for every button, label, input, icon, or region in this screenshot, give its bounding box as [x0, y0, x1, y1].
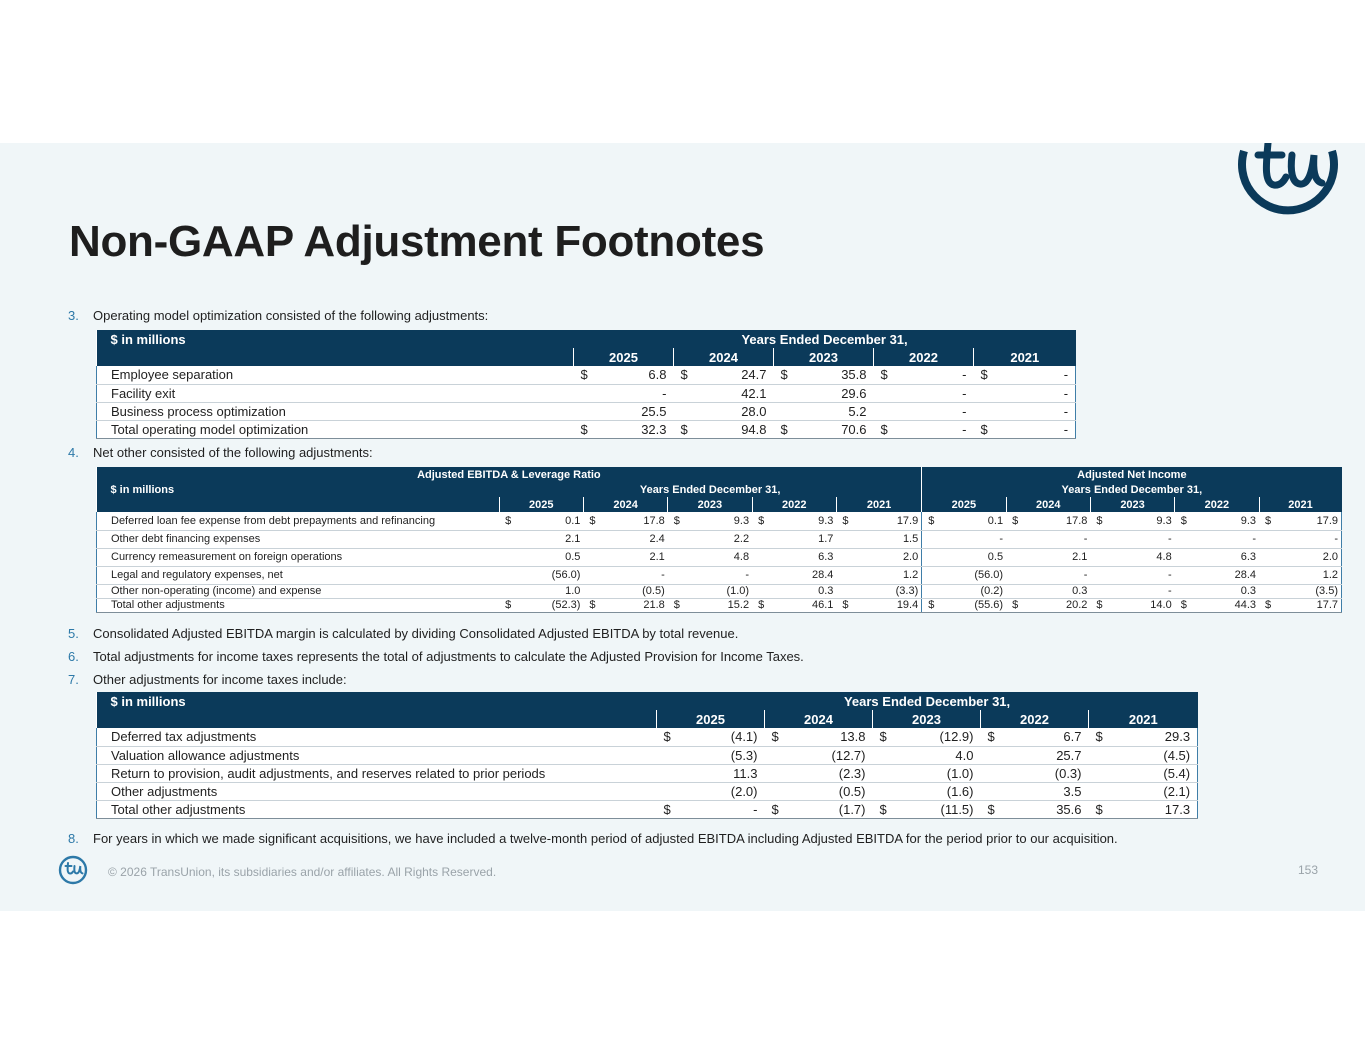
cell-value: 4.8 — [1111, 548, 1174, 566]
cell-value: 24.7 — [696, 366, 774, 384]
currency-symbol — [674, 384, 696, 402]
currency-symbol: $ — [1090, 598, 1111, 612]
currency-symbol: $ — [574, 420, 596, 438]
year-header: 2022 — [874, 348, 974, 366]
table-row — [97, 764, 1198, 782]
cell-value: 14.0 — [1111, 598, 1174, 612]
cell-value: 21.8 — [605, 598, 668, 612]
currency-symbol: $ — [874, 420, 896, 438]
currency-symbol — [922, 548, 943, 566]
currency-symbol — [873, 782, 895, 800]
currency-symbol: $ — [1006, 512, 1027, 530]
currency-symbol — [874, 402, 896, 420]
cell-value: 29.3 — [1111, 728, 1198, 746]
year-header: 2023 — [774, 348, 874, 366]
currency-symbol: $ — [668, 598, 689, 612]
currency-symbol — [1090, 530, 1111, 548]
row-label: Deferred loan fee expense from debt prepayments and refinancing — [97, 512, 500, 530]
currency-symbol — [1259, 566, 1280, 584]
cell-value: 42.1 — [696, 384, 774, 402]
currency-symbol: $ — [873, 728, 895, 746]
year-header: 2023 — [1090, 497, 1174, 512]
transunion-logo-icon — [1236, 143, 1340, 217]
year-header: 2021 — [974, 348, 1076, 366]
cell-value: - — [896, 366, 974, 384]
cell-value: - — [596, 384, 674, 402]
footnote-text: Other adjustments for income taxes include: — [93, 672, 347, 687]
cell-value: 70.6 — [796, 420, 874, 438]
copyright-text: © 2026 TransUnion, its subsidiaries and/or affiliates. All Rights Reserved. — [108, 865, 497, 879]
period-label: Years Ended December 31, — [657, 692, 1198, 710]
currency-symbol — [583, 530, 604, 548]
cell-value: (2.3) — [787, 764, 873, 782]
currency-symbol — [1259, 548, 1280, 566]
cell-value: 44.3 — [1196, 598, 1259, 612]
table-row — [97, 782, 1198, 800]
year-header: 2025 — [922, 497, 1006, 512]
currency-symbol — [836, 584, 857, 598]
currency-symbol: $ — [499, 598, 520, 612]
period-label: Years Ended December 31, — [499, 482, 922, 497]
currency-symbol: $ — [583, 598, 604, 612]
table-row — [97, 728, 1198, 746]
year-header: 2025 — [499, 497, 583, 512]
currency-symbol — [1259, 530, 1280, 548]
currency-symbol: $ — [1175, 598, 1196, 612]
currency-symbol — [1006, 584, 1027, 598]
currency-symbol — [765, 764, 787, 782]
cell-value: (4.5) — [1111, 746, 1198, 764]
year-header: 2023 — [668, 497, 752, 512]
year-header: 2025 — [574, 348, 674, 366]
footnote-8 — [68, 831, 1138, 847]
footnote-number: 5. — [68, 626, 79, 641]
group-header-ebitda: Adjusted EBITDA & Leverage Ratio — [97, 467, 922, 482]
cell-value: - — [1196, 530, 1259, 548]
cell-value: 6.7 — [1003, 728, 1089, 746]
currency-symbol — [765, 746, 787, 764]
currency-symbol — [981, 782, 1003, 800]
total-row — [97, 420, 1076, 438]
row-label: Valuation allowance adjustments — [97, 746, 657, 764]
cell-value: 0.1 — [520, 512, 583, 530]
cell-value: - — [679, 800, 765, 818]
footnote-6 — [68, 649, 804, 664]
currency-symbol — [873, 764, 895, 782]
cell-value: 1.2 — [857, 566, 921, 584]
row-label: Other non-operating (income) and expense — [97, 584, 500, 598]
cell-value: 17.8 — [1027, 512, 1090, 530]
currency-symbol — [1090, 584, 1111, 598]
currency-symbol: $ — [981, 728, 1003, 746]
currency-symbol — [922, 566, 943, 584]
cell-value: 5.2 — [796, 402, 874, 420]
cell-value: 19.4 — [857, 598, 921, 612]
cell-value: 28.0 — [696, 402, 774, 420]
cell-value: (1.0) — [895, 764, 981, 782]
row-label: Facility exit — [97, 384, 574, 402]
currency-symbol — [752, 584, 773, 598]
cell-value: 46.1 — [773, 598, 836, 612]
currency-symbol: $ — [674, 420, 696, 438]
year-header: 2023 — [873, 710, 981, 728]
header-spacer — [97, 497, 500, 512]
cell-value: 28.4 — [773, 566, 836, 584]
row-label: Other adjustments — [97, 782, 657, 800]
cell-value: - — [1280, 530, 1341, 548]
unit-label: $ in millions — [97, 482, 500, 497]
footnote-7 — [68, 672, 347, 687]
currency-symbol — [657, 746, 679, 764]
currency-symbol: $ — [752, 598, 773, 612]
currency-symbol: $ — [752, 512, 773, 530]
cell-value: - — [996, 402, 1076, 420]
cell-value: 3.5 — [1003, 782, 1089, 800]
cell-value: 1.7 — [773, 530, 836, 548]
row-label: Legal and regulatory expenses, net — [97, 566, 500, 584]
cell-value: (2.0) — [679, 782, 765, 800]
cell-value: 9.3 — [773, 512, 836, 530]
year-header: 2025 — [657, 710, 765, 728]
cell-value: (1.0) — [689, 584, 752, 598]
table-row — [97, 402, 1076, 420]
cell-value: 6.8 — [596, 366, 674, 384]
currency-symbol — [583, 548, 604, 566]
row-label: Deferred tax adjustments — [97, 728, 657, 746]
cell-value: - — [1111, 566, 1174, 584]
net-other-table — [96, 467, 1342, 613]
year-header: 2021 — [1259, 497, 1341, 512]
header-spacer — [97, 710, 657, 728]
period-label: Years Ended December 31, — [574, 330, 1076, 348]
cell-value: 2.1 — [1027, 548, 1090, 566]
table-row — [97, 512, 1342, 530]
year-header: 2024 — [583, 497, 667, 512]
cell-value: 0.5 — [943, 548, 1006, 566]
transunion-small-logo-icon — [58, 855, 88, 885]
currency-symbol — [765, 782, 787, 800]
cell-value: 0.3 — [1027, 584, 1090, 598]
cell-value: 2.0 — [1280, 548, 1341, 566]
currency-symbol — [1006, 566, 1027, 584]
footnote-number: 4. — [68, 445, 79, 460]
currency-symbol: $ — [774, 366, 796, 384]
currency-symbol — [499, 530, 520, 548]
cell-value: - — [605, 566, 668, 584]
cell-value: 17.8 — [605, 512, 668, 530]
cell-value: 0.3 — [1196, 584, 1259, 598]
currency-symbol — [981, 764, 1003, 782]
currency-symbol — [668, 548, 689, 566]
cell-value: 6.3 — [773, 548, 836, 566]
cell-value: (1.6) — [895, 782, 981, 800]
year-header: 2024 — [1006, 497, 1090, 512]
currency-symbol — [774, 384, 796, 402]
header-spacer — [97, 348, 574, 366]
cell-value: 0.3 — [773, 584, 836, 598]
cell-value: (11.5) — [895, 800, 981, 818]
currency-symbol: $ — [765, 800, 787, 818]
cell-value: 6.3 — [1196, 548, 1259, 566]
currency-symbol — [836, 548, 857, 566]
year-header: 2021 — [836, 497, 921, 512]
page-number: 153 — [1298, 863, 1319, 877]
currency-symbol: $ — [1006, 598, 1027, 612]
currency-symbol — [1006, 548, 1027, 566]
unit-label: $ in millions — [97, 692, 657, 710]
cell-value: 0.1 — [943, 512, 1006, 530]
cell-value: - — [1027, 566, 1090, 584]
total-row — [97, 598, 1342, 612]
currency-symbol: $ — [836, 598, 857, 612]
cell-value: (4.1) — [679, 728, 765, 746]
year-header: 2024 — [765, 710, 873, 728]
cell-value: - — [896, 402, 974, 420]
currency-symbol — [574, 384, 596, 402]
currency-symbol — [752, 566, 773, 584]
currency-symbol — [974, 402, 996, 420]
currency-symbol — [1259, 584, 1280, 598]
currency-symbol: $ — [583, 512, 604, 530]
currency-symbol: $ — [657, 800, 679, 818]
currency-symbol: $ — [674, 366, 696, 384]
cell-value: (52.3) — [520, 598, 583, 612]
row-label: Return to provision, audit adjustments, and reserves related to prior periods — [97, 764, 657, 782]
cell-value: 1.0 — [520, 584, 583, 598]
cell-value: (0.3) — [1003, 764, 1089, 782]
currency-symbol: $ — [922, 598, 943, 612]
cell-value: - — [996, 384, 1076, 402]
currency-symbol — [922, 584, 943, 598]
row-label: Total operating model optimization — [97, 420, 574, 438]
currency-symbol — [583, 584, 604, 598]
year-header: 2022 — [752, 497, 836, 512]
cell-value: 17.9 — [1280, 512, 1341, 530]
currency-symbol: $ — [774, 420, 796, 438]
cell-value: - — [1111, 584, 1174, 598]
currency-symbol — [657, 764, 679, 782]
cell-value: 35.8 — [796, 366, 874, 384]
cell-value: (56.0) — [520, 566, 583, 584]
cell-value: 9.3 — [1111, 512, 1174, 530]
currency-symbol — [1175, 566, 1196, 584]
currency-symbol: $ — [922, 512, 943, 530]
footnote-text: For years in which we made significant acquisitions, we have included a twelve-month period of adjusted EBITDA including Adjusted EBITDA for the period prior to our acquisition. — [93, 831, 1118, 846]
currency-symbol — [1089, 782, 1111, 800]
currency-symbol — [668, 584, 689, 598]
row-label: Employee separation — [97, 366, 574, 384]
cell-value: (5.3) — [679, 746, 765, 764]
cell-value: 13.8 — [787, 728, 873, 746]
currency-symbol — [1175, 584, 1196, 598]
cell-value: 29.6 — [796, 384, 874, 402]
table-row — [97, 746, 1198, 764]
period-label: Years Ended December 31, — [922, 482, 1342, 497]
table-row — [97, 584, 1342, 598]
cell-value: 20.2 — [1027, 598, 1090, 612]
footnote-number: 7. — [68, 672, 79, 687]
currency-symbol: $ — [574, 366, 596, 384]
currency-symbol: $ — [974, 366, 996, 384]
year-header: 2024 — [674, 348, 774, 366]
currency-symbol — [583, 566, 604, 584]
cell-value: 17.3 — [1111, 800, 1198, 818]
unit-label: $ in millions — [97, 330, 574, 348]
cell-value: (1.7) — [787, 800, 873, 818]
cell-value: - — [896, 384, 974, 402]
currency-symbol: $ — [1259, 598, 1280, 612]
currency-symbol — [574, 402, 596, 420]
cell-value: - — [943, 530, 1006, 548]
currency-symbol — [499, 548, 520, 566]
currency-symbol — [836, 530, 857, 548]
page-title: Non-GAAP Adjustment Footnotes — [69, 217, 765, 266]
cell-value: (55.6) — [943, 598, 1006, 612]
year-header: 2022 — [981, 710, 1089, 728]
cell-value: 17.7 — [1280, 598, 1341, 612]
footnote-text: Total adjustments for income taxes represents the total of adjustments to calculate the Adjusted Provision for Income Taxes. — [93, 649, 804, 664]
income-tax-table — [96, 692, 1198, 819]
slide — [0, 143, 1365, 911]
cell-value: - — [896, 420, 974, 438]
currency-symbol: $ — [874, 366, 896, 384]
cell-value: (0.5) — [787, 782, 873, 800]
cell-value: 94.8 — [696, 420, 774, 438]
cell-value: 4.0 — [895, 746, 981, 764]
group-header-net-income: Adjusted Net Income — [922, 467, 1342, 482]
footnote-text: Net other consisted of the following adjustments: — [93, 445, 373, 460]
footnote-number: 8. — [68, 831, 79, 846]
footnote-number: 6. — [68, 649, 79, 664]
cell-value: 2.1 — [520, 530, 583, 548]
cell-value: 25.5 — [596, 402, 674, 420]
cell-value: 2.4 — [605, 530, 668, 548]
currency-symbol — [873, 746, 895, 764]
cell-value: - — [1111, 530, 1174, 548]
currency-symbol: $ — [836, 512, 857, 530]
currency-symbol — [922, 530, 943, 548]
cell-value: 28.4 — [1196, 566, 1259, 584]
footnote-4 — [68, 445, 373, 460]
cell-value: (0.5) — [605, 584, 668, 598]
cell-value: (5.4) — [1111, 764, 1198, 782]
cell-value: 2.2 — [689, 530, 752, 548]
cell-value: 1.2 — [1280, 566, 1341, 584]
currency-symbol — [499, 566, 520, 584]
cell-value: (3.3) — [857, 584, 921, 598]
cell-value: 2.0 — [857, 548, 921, 566]
year-header: 2021 — [1089, 710, 1198, 728]
table-row — [97, 530, 1342, 548]
cell-value: - — [1027, 530, 1090, 548]
currency-symbol: $ — [974, 420, 996, 438]
currency-symbol — [1175, 530, 1196, 548]
currency-symbol — [1090, 566, 1111, 584]
footnote-text: Operating model optimization consisted of the following adjustments: — [93, 308, 489, 323]
cell-value: - — [996, 366, 1076, 384]
currency-symbol — [752, 530, 773, 548]
cell-value: (3.5) — [1280, 584, 1341, 598]
cell-value: 17.9 — [857, 512, 921, 530]
currency-symbol: $ — [1089, 728, 1111, 746]
currency-symbol — [1006, 530, 1027, 548]
currency-symbol — [657, 782, 679, 800]
currency-symbol — [1089, 764, 1111, 782]
currency-symbol — [774, 402, 796, 420]
cell-value: (2.1) — [1111, 782, 1198, 800]
cell-value: 9.3 — [689, 512, 752, 530]
currency-symbol — [1090, 548, 1111, 566]
currency-symbol — [674, 402, 696, 420]
currency-symbol: $ — [873, 800, 895, 818]
cell-value: - — [689, 566, 752, 584]
row-label: Business process optimization — [97, 402, 574, 420]
table-row — [97, 548, 1342, 566]
currency-symbol: $ — [1175, 512, 1196, 530]
footnote-3 — [68, 308, 488, 323]
cell-value: (0.2) — [943, 584, 1006, 598]
currency-symbol — [974, 384, 996, 402]
currency-symbol: $ — [1089, 800, 1111, 818]
currency-symbol — [981, 746, 1003, 764]
currency-symbol: $ — [499, 512, 520, 530]
cell-value: (12.7) — [787, 746, 873, 764]
currency-symbol — [1089, 746, 1111, 764]
footnote-5 — [68, 626, 738, 641]
total-row — [97, 800, 1198, 818]
currency-symbol — [752, 548, 773, 566]
cell-value: 2.1 — [605, 548, 668, 566]
row-label: Other debt financing expenses — [97, 530, 500, 548]
table-row — [97, 384, 1076, 402]
currency-symbol — [874, 384, 896, 402]
cell-value: 9.3 — [1196, 512, 1259, 530]
currency-symbol: $ — [657, 728, 679, 746]
currency-symbol: $ — [668, 512, 689, 530]
currency-symbol — [668, 566, 689, 584]
table-row — [97, 566, 1342, 584]
currency-symbol — [668, 530, 689, 548]
cell-value: 15.2 — [689, 598, 752, 612]
currency-symbol: $ — [981, 800, 1003, 818]
currency-symbol: $ — [765, 728, 787, 746]
table-row — [97, 366, 1076, 384]
year-header: 2022 — [1175, 497, 1259, 512]
currency-symbol — [499, 584, 520, 598]
row-label: Currency remeasurement on foreign operations — [97, 548, 500, 566]
row-label: Total other adjustments — [97, 598, 500, 612]
row-label: Total other adjustments — [97, 800, 657, 818]
cell-value: 4.8 — [689, 548, 752, 566]
cell-value: (56.0) — [943, 566, 1006, 584]
operating-model-table — [96, 330, 1076, 439]
currency-symbol — [1175, 548, 1196, 566]
footnote-text: Consolidated Adjusted EBITDA margin is calculated by dividing Consolidated Adjusted EBITDA by total revenue. — [93, 626, 739, 641]
footnote-number: 3. — [68, 308, 79, 323]
cell-value: 32.3 — [596, 420, 674, 438]
cell-value: - — [996, 420, 1076, 438]
cell-value: (12.9) — [895, 728, 981, 746]
cell-value: 0.5 — [520, 548, 583, 566]
currency-symbol: $ — [1090, 512, 1111, 530]
currency-symbol: $ — [1259, 512, 1280, 530]
currency-symbol — [836, 566, 857, 584]
cell-value: 25.7 — [1003, 746, 1089, 764]
cell-value: 1.5 — [857, 530, 921, 548]
cell-value: 35.6 — [1003, 800, 1089, 818]
cell-value: 11.3 — [679, 764, 765, 782]
